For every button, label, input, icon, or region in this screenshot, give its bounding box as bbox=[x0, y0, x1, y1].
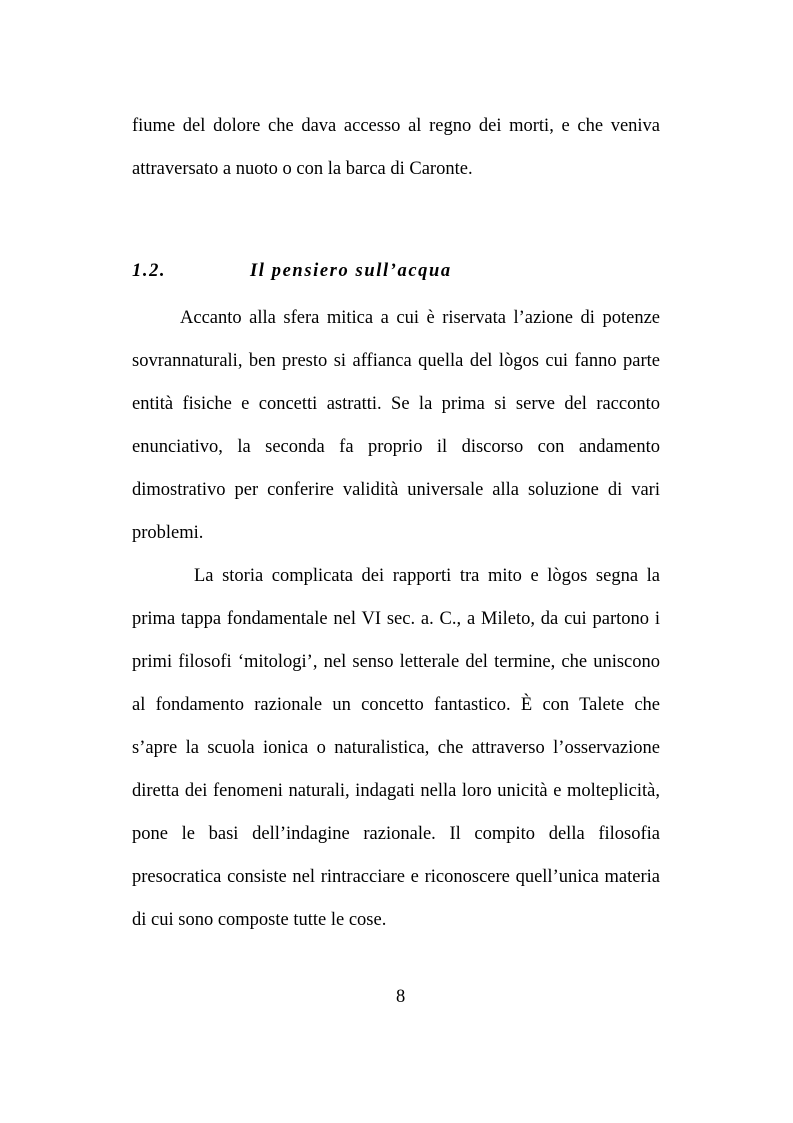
top-paragraph bbox=[132, 105, 660, 191]
paragraph-line: attraversato a nuoto o con la barca di Caronte. bbox=[132, 159, 473, 179]
paragraph-1 bbox=[132, 297, 660, 555]
section-heading bbox=[132, 258, 452, 284]
paragraph-line: s’apre la scuola ionica o naturalistica, che attraverso l’osservazione bbox=[132, 738, 660, 758]
paragraph-line: di cui sono composte tutte le cose. bbox=[132, 910, 387, 930]
paragraph-line: enunciativo, la seconda fa proprio il discorso con andamento bbox=[132, 437, 660, 457]
paragraph-line: entità fisiche e concetti astratti. Se la prima si serve del racconto bbox=[132, 394, 660, 414]
paragraph-line: Accanto alla sfera mitica a cui è riservata l’azione di potenze bbox=[180, 308, 660, 328]
section-number: 1.2. bbox=[132, 261, 167, 281]
paragraph-2 bbox=[132, 555, 660, 942]
paragraph-line: dimostrativo per conferire validità universale alla soluzione di vari bbox=[132, 480, 660, 500]
paragraph-line: primi filosofi ‘mitologi’, nel senso letterale del termine, che uniscono bbox=[132, 652, 660, 672]
paragraph-line: pone le basi dell’indagine razionale. Il compito della filosofia bbox=[132, 824, 660, 844]
paragraph-line: problemi. bbox=[132, 523, 204, 543]
paragraph-line: presocratica consiste nel rintracciare e riconoscere quell’unica materia bbox=[132, 867, 660, 887]
paragraph-line: prima tappa fondamentale nel VI sec. a. C., a Mileto, da cui partono i bbox=[132, 609, 660, 629]
paragraph-line: diretta dei fenomeni naturali, indagati nella loro unicità e molteplicità, bbox=[132, 781, 660, 801]
paragraph-line: La storia complicata dei rapporti tra mito e lògos segna la bbox=[194, 566, 660, 586]
paragraph-line: fiume del dolore che dava accesso al regno dei morti, e che veniva bbox=[132, 116, 660, 136]
paragraph-line: sovrannaturali, ben presto si affianca quella del lògos cui fanno parte bbox=[132, 351, 660, 371]
paragraph-line: al fondamento razionale un concetto fantastico. È con Talete che bbox=[132, 695, 660, 715]
section-title: Il pensiero sull’acqua bbox=[250, 261, 452, 281]
page-number: 8 bbox=[396, 987, 406, 1007]
